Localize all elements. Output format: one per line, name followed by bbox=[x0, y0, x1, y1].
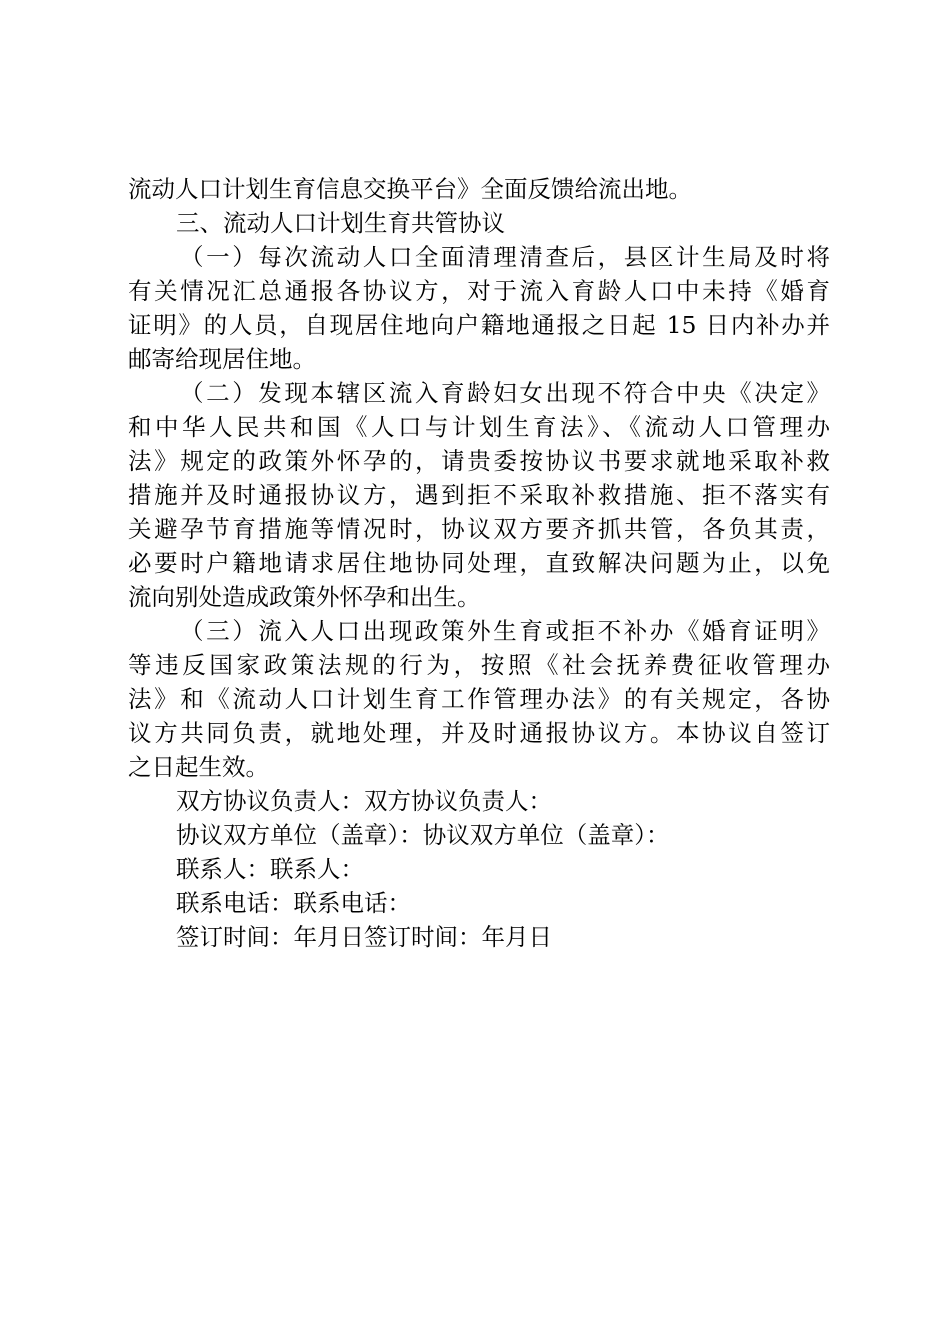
paragraph-line: 必要时户籍地请求居住地协同处理，直致解决问题为止，以免 bbox=[128, 549, 830, 577]
paragraph-line: （二）发现本辖区流入育龄妇女出现不符合中央《决定》 bbox=[180, 379, 830, 407]
paragraph-line: 和中华人民共和国《人口与计划生育法》、《流动人口管理办 bbox=[128, 413, 830, 441]
paragraph-line: 关避孕节育措施等情况时，协议双方要齐抓共管，各负其责， bbox=[128, 515, 830, 543]
paragraph-line: 之日起生效。 bbox=[128, 753, 269, 781]
paragraph-line: 等违反国家政策法规的行为，按照《社会抚养费征收管理办 bbox=[128, 651, 830, 679]
paragraph-line: 措施并及时通报协议方，遇到拒不采取补救措施、拒不落实有 bbox=[128, 481, 830, 509]
paragraph-line: 法》和《流动人口计划生育工作管理办法》的有关规定，各协 bbox=[128, 685, 830, 713]
paragraph-line: （一）每次流动人口全面清理清查后，县区计生局及时将 bbox=[180, 243, 830, 271]
text-line: 流动人口计划生育信息交换平台》全面反馈给流出地。 bbox=[128, 175, 692, 203]
signature-field-date: 签订时间：年月日签订时间：年月日 bbox=[176, 923, 552, 951]
signature-field-responsible: 双方协议负责人：双方协议负责人： bbox=[176, 787, 552, 815]
signature-field-phone: 联系电话：联系电话： bbox=[176, 889, 411, 917]
paragraph-line: （三）流入人口出现政策外生育或拒不补办《婚育证明》 bbox=[180, 617, 830, 645]
signature-field-unit-seal: 协议双方单位（盖章）：协议双方单位（盖章）： bbox=[176, 821, 670, 849]
paragraph-line: 有关情况汇总通报各协议方，对于流入育龄人口中未持《婚育 bbox=[128, 277, 830, 305]
paragraph-line: 流向别处造成政策外怀孕和出生。 bbox=[128, 583, 481, 611]
paragraph-line: 议方共同负责，就地处理，并及时通报协议方。本协议自签订 bbox=[128, 719, 830, 747]
signature-field-contact: 联系人：联系人： bbox=[176, 855, 364, 883]
document-page bbox=[128, 172, 830, 954]
paragraph-line: 证明》的人员，自现居住地向户籍地通报之日起 15 日内补办并 bbox=[128, 311, 830, 339]
paragraph-line: 法》规定的政策外怀孕的，请贵委按协议书要求就地采取补救 bbox=[128, 447, 830, 475]
section-heading: 三、流动人口计划生育共管协议 bbox=[176, 209, 505, 237]
paragraph-line: 邮寄给现居住地。 bbox=[128, 345, 316, 373]
